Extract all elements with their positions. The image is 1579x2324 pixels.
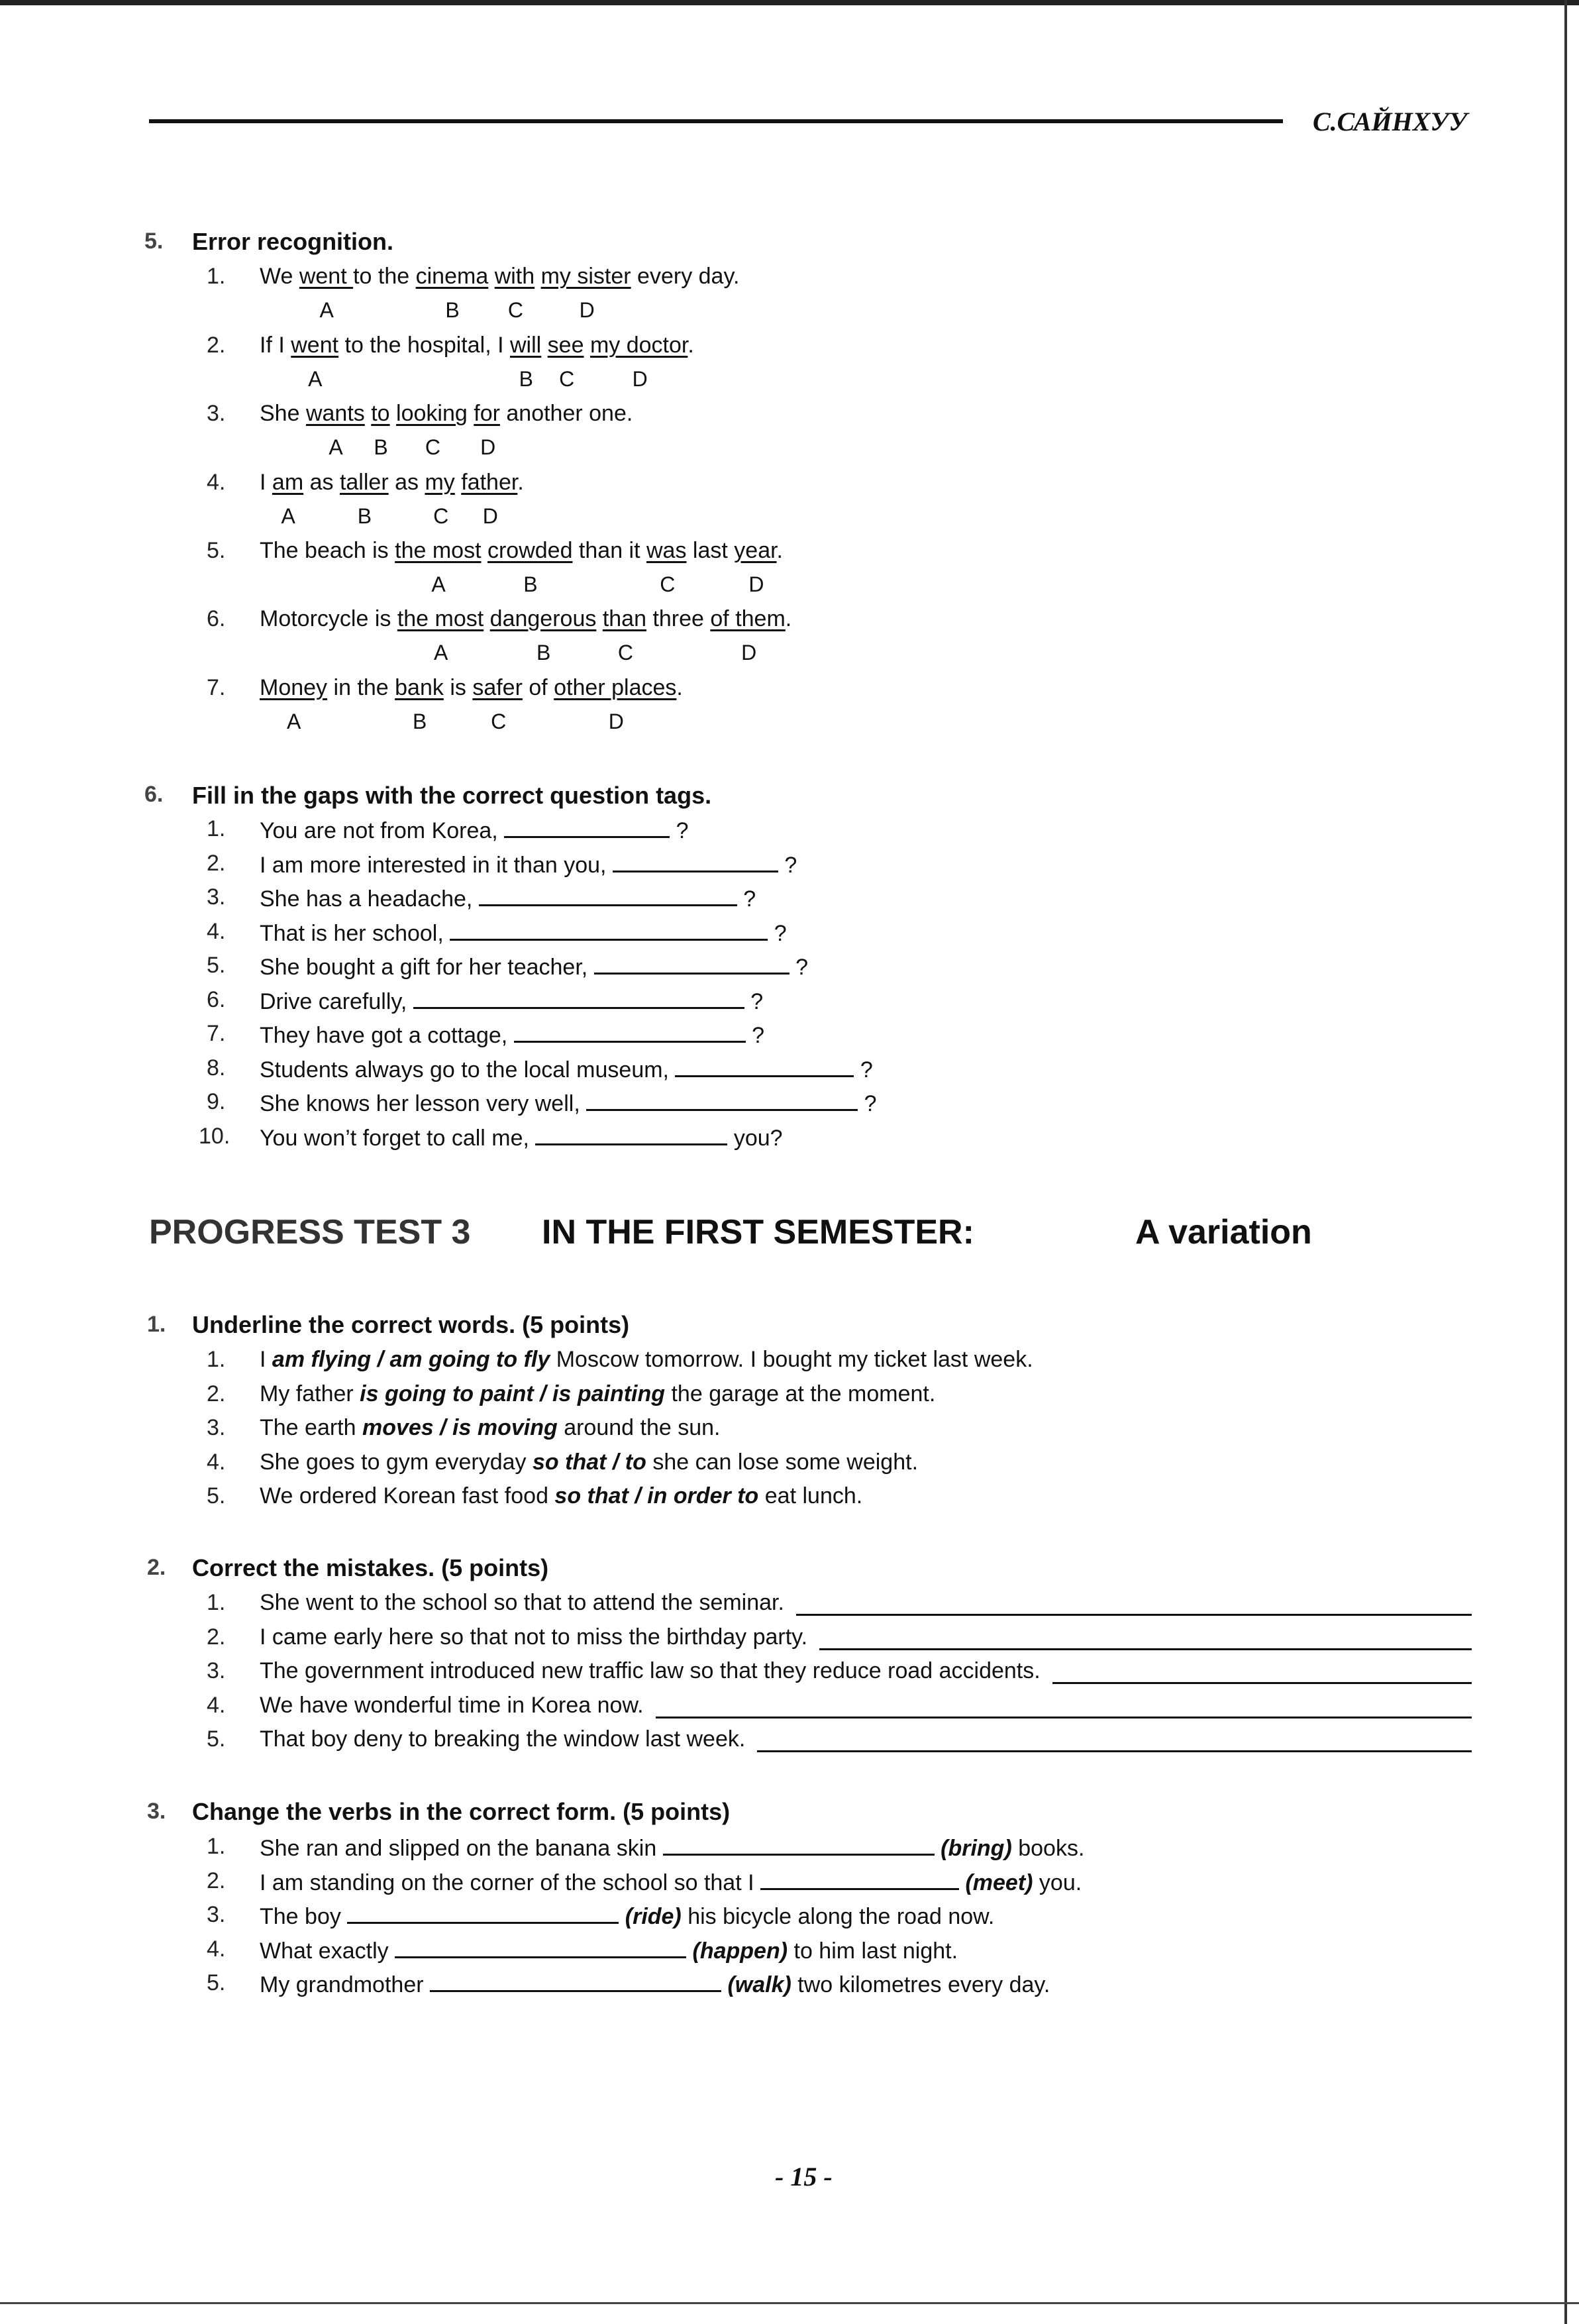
item-number: 4. <box>207 470 226 495</box>
item-post: two kilometres every day. <box>791 1972 1050 1997</box>
item-number: 2. <box>207 333 226 358</box>
scan-edge-top <box>0 0 1579 5</box>
underlined-part: than <box>602 606 646 631</box>
answer-blank[interactable] <box>514 1021 746 1043</box>
item-number: 2. <box>207 1868 226 1893</box>
part1-number: 1. <box>147 1312 166 1337</box>
item-number: 9. <box>207 1089 226 1114</box>
item-number: 1. <box>207 1834 226 1859</box>
answer-blank[interactable] <box>504 816 670 838</box>
option-a: A <box>329 435 343 459</box>
item-post: she can lose some weight. <box>646 1449 919 1475</box>
verb-hint: (meet) <box>959 1870 1033 1895</box>
item-pre: She ran and slipped on the banana skin <box>260 1836 663 1861</box>
item-pre: We ordered Korean fast food <box>260 1483 555 1508</box>
underlined-part: taller <box>339 470 389 495</box>
question-tag-item <box>260 953 808 980</box>
underlined-part: cinema <box>415 264 489 289</box>
item-post: around the sun. <box>557 1415 721 1440</box>
verb-item <box>260 1902 994 1930</box>
options-row <box>260 367 1253 394</box>
question-tag-item <box>260 851 797 878</box>
underlined-part: for <box>474 401 500 426</box>
item-pre: The earth <box>260 1415 362 1440</box>
item-text: Drive carefully, <box>260 988 413 1014</box>
section6-title: Fill in the gaps with the correct question tags. <box>192 782 712 809</box>
item-number: 1. <box>207 1590 226 1615</box>
item-number: 3. <box>207 401 226 426</box>
option-a: A <box>287 710 301 733</box>
mistake-item <box>260 1624 807 1650</box>
choice-options[interactable]: so that / in order to <box>554 1483 759 1508</box>
answer-blank[interactable] <box>594 953 790 975</box>
option-b: B <box>536 641 551 664</box>
options-row <box>260 504 1253 531</box>
item-post: to him last night. <box>788 1938 958 1964</box>
item-end: ? <box>778 852 797 878</box>
item-number: 6. <box>207 986 226 1012</box>
semester-title: IN THE FIRST SEMESTER: <box>542 1213 974 1251</box>
item-pre: My father <box>260 1381 360 1406</box>
underlined-part: bank <box>395 675 444 700</box>
option-d: D <box>748 572 764 596</box>
underlined-part: the most <box>395 538 482 563</box>
options-row <box>260 298 1253 325</box>
item-number: 6. <box>207 606 226 631</box>
item-end: you? <box>727 1125 783 1151</box>
item-text: She knows her lesson very well, <box>260 1091 587 1116</box>
item-text: I am more interested in it than you, <box>260 852 613 878</box>
item-end: ? <box>768 920 787 946</box>
item-number: 5. <box>207 953 226 978</box>
underlined-part: the most <box>397 606 484 631</box>
part2-number: 2. <box>147 1555 166 1580</box>
option-c: C <box>425 435 441 459</box>
mistake-item <box>260 1693 644 1718</box>
answer-blank[interactable] <box>347 1902 619 1924</box>
answer-blank[interactable] <box>450 919 768 941</box>
answer-blank[interactable] <box>395 1936 686 1958</box>
item-post: you. <box>1033 1870 1082 1895</box>
item-number: 3. <box>207 884 226 910</box>
part3-number: 3. <box>147 1799 166 1824</box>
answer-line[interactable] <box>1052 1682 1472 1684</box>
variation-title: A variation <box>1135 1213 1312 1251</box>
question-tag-item <box>260 987 763 1015</box>
option-d: D <box>482 504 498 528</box>
answer-line[interactable] <box>796 1614 1472 1616</box>
progress-test-title: PROGRESS TEST 3 <box>149 1213 471 1251</box>
item-post: eat lunch. <box>758 1483 863 1508</box>
question-tag-item <box>260 1124 783 1151</box>
mistake-item <box>260 1658 1041 1684</box>
option-a: A <box>431 572 446 596</box>
answer-blank[interactable] <box>413 987 744 1009</box>
verb-item <box>260 1970 1050 1998</box>
question-tag-item <box>260 1021 764 1049</box>
underlined-part: father <box>461 470 518 495</box>
underlined-part: was <box>646 538 687 563</box>
options-row <box>260 710 1253 736</box>
underlined-part: Money <box>260 675 328 700</box>
section6-number: 6. <box>144 782 164 807</box>
choice-options[interactable]: so that / to <box>533 1449 646 1475</box>
answer-line[interactable] <box>757 1750 1472 1752</box>
option-a: A <box>281 504 295 528</box>
item-end: ? <box>858 1091 877 1116</box>
item-end: ? <box>737 886 756 912</box>
item-post: the garage at the moment. <box>665 1381 936 1406</box>
item-text: You won’t forget to call me, <box>260 1125 536 1151</box>
option-d: D <box>480 435 496 459</box>
sentence: If I went to the hospital, I will see my doctor. <box>260 333 694 358</box>
item-end: ? <box>789 955 809 980</box>
item-end: ? <box>745 1023 765 1048</box>
answer-line[interactable] <box>819 1648 1472 1650</box>
option-a: A <box>308 367 323 391</box>
sentence: Motorcycle is the most dangerous than three of them. <box>260 606 792 631</box>
question-tag-item <box>260 884 756 912</box>
item-number: 1. <box>207 264 226 289</box>
item-end: ? <box>744 988 764 1014</box>
mistake-item <box>260 1590 784 1616</box>
item-number: 3. <box>207 1415 226 1440</box>
item-text: You are not from Korea, <box>260 818 505 843</box>
answer-blank[interactable] <box>663 1834 935 1856</box>
verb-item <box>260 1868 1082 1896</box>
underlined-part: wants <box>305 401 365 426</box>
item-text: She went to the school so that to attend the seminar. <box>260 1590 784 1615</box>
scan-edge-bottom <box>0 2302 1579 2304</box>
choice-options[interactable]: moves / is moving <box>362 1415 558 1440</box>
item-number: 7. <box>207 1021 226 1046</box>
item-text: We have wonderful time in Korea now. <box>260 1692 644 1718</box>
item-number: 5. <box>207 538 226 563</box>
item-number: 10. <box>199 1123 230 1149</box>
sentence: Money in the bank is safer of other places. <box>260 675 683 700</box>
option-b: B <box>523 572 538 596</box>
option-c: C <box>559 367 575 391</box>
item-number: 4. <box>207 1936 226 1962</box>
option-b: B <box>445 298 460 322</box>
underlined-part: looking <box>396 401 468 426</box>
item-post: books. <box>1011 1836 1085 1861</box>
section5-title: Error recognition. <box>192 228 394 255</box>
underlined-part: am <box>272 470 304 495</box>
answer-line[interactable] <box>656 1717 1472 1718</box>
item-text: She has a headache, <box>260 886 479 912</box>
part3-title: Change the verbs in the correct form. (5 points) <box>192 1798 731 1825</box>
answer-blank[interactable] <box>613 851 778 872</box>
item-text: That is her school, <box>260 920 450 946</box>
option-d: D <box>632 367 648 391</box>
part2-title: Correct the mistakes. (5 points) <box>192 1554 549 1581</box>
item-text: Students always go to the local museum, <box>260 1057 676 1083</box>
underlined-part: dangerous <box>489 606 597 631</box>
option-c: C <box>491 710 507 733</box>
underlined-part: my sister <box>540 264 631 289</box>
item-pre: I <box>260 1347 272 1372</box>
option-c: C <box>507 298 524 322</box>
sentence: The beach is the most crowded than it was last year. <box>260 538 783 563</box>
underlined-part: will <box>510 333 542 358</box>
underline-item <box>260 1347 1033 1373</box>
item-number: 3. <box>207 1658 226 1683</box>
item-number: 2. <box>207 1624 226 1650</box>
question-tag-item <box>260 919 787 947</box>
option-b: B <box>519 367 533 391</box>
sentence: We went to the cinema with my sister every day. <box>260 264 740 289</box>
options-row <box>260 572 1253 599</box>
header-author: С.САЙНХУУ <box>1313 107 1468 136</box>
option-a: A <box>434 641 448 664</box>
item-number: 2. <box>207 1381 226 1406</box>
item-pre: My grandmother <box>260 1972 430 1997</box>
underline-item <box>260 1450 918 1475</box>
item-number: 4. <box>207 1449 226 1475</box>
item-number: 5. <box>207 1970 226 1995</box>
item-number: 8. <box>207 1055 226 1081</box>
verb-item <box>260 1834 1084 1862</box>
underlined-part: of them <box>710 606 786 631</box>
underlined-part: crowded <box>487 538 573 563</box>
item-number: 2. <box>207 850 226 876</box>
item-number: 4. <box>207 918 226 944</box>
item-pre: I am standing on the corner of the school so that I <box>260 1870 761 1895</box>
answer-blank[interactable] <box>760 1868 959 1890</box>
underlined-part: went <box>299 264 354 289</box>
underlined-part: safer <box>472 675 523 700</box>
header-rule <box>149 119 1283 123</box>
underlined-part: other places <box>554 675 677 700</box>
option-c: C <box>660 572 676 596</box>
question-tag-item <box>260 816 689 844</box>
choice-options[interactable]: am flying / am going to fly <box>272 1347 550 1372</box>
item-number: 1. <box>207 816 226 841</box>
underlined-part: went <box>291 333 339 358</box>
scan-edge-right <box>1564 0 1567 2324</box>
item-end: ? <box>854 1057 873 1083</box>
underline-item <box>260 1483 862 1509</box>
item-number: 4. <box>207 1692 226 1718</box>
options-row <box>260 435 1253 462</box>
answer-blank[interactable] <box>675 1055 854 1077</box>
item-number: 1. <box>207 1347 226 1372</box>
answer-blank[interactable] <box>479 884 737 906</box>
item-number: 3. <box>207 1902 226 1927</box>
question-tag-item <box>260 1089 877 1117</box>
sentence: I am as taller as my father. <box>260 470 524 495</box>
item-number: 5. <box>207 1726 226 1752</box>
question-tag-item <box>260 1055 873 1083</box>
item-text: She bought a gift for her teacher, <box>260 955 594 980</box>
underlined-part: see <box>547 333 584 358</box>
part1-title: Underline the correct words. (5 points) <box>192 1311 630 1338</box>
mistake-item <box>260 1726 745 1752</box>
underlined-part: to <box>371 401 390 426</box>
item-post: his bicycle along the road now. <box>681 1904 995 1929</box>
options-row <box>260 641 1253 667</box>
verb-hint: (bring) <box>934 1836 1012 1861</box>
underlined-part: my doctor <box>589 333 688 358</box>
item-post: Moscow tomorrow. I bought my ticket last week. <box>550 1347 1033 1372</box>
item-text: They have got a cottage, <box>260 1023 514 1048</box>
verb-hint: (ride) <box>619 1904 682 1929</box>
item-text: I came early here so that not to miss the birthday party. <box>260 1624 808 1650</box>
underlined-part: my <box>425 470 455 495</box>
option-d: D <box>741 641 757 664</box>
option-b: B <box>357 504 372 528</box>
answer-blank[interactable] <box>586 1089 858 1111</box>
item-text: That boy deny to breaking the window last week. <box>260 1726 746 1752</box>
underlined-part: with <box>494 264 535 289</box>
option-b: B <box>374 435 388 459</box>
verb-hint: (walk) <box>721 1972 791 1997</box>
option-d: D <box>579 298 595 322</box>
underlined-part: year <box>734 538 777 563</box>
option-c: C <box>433 504 449 528</box>
item-number: 5. <box>207 1483 226 1508</box>
item-pre: She goes to gym everyday <box>260 1449 533 1475</box>
underline-item <box>260 1381 935 1407</box>
item-pre: What exactly <box>260 1938 395 1964</box>
item-text: The government introduced new traffic law so that they reduce road accidents. <box>260 1658 1041 1683</box>
option-c: C <box>617 641 634 664</box>
option-d: D <box>608 710 624 733</box>
section5-number: 5. <box>144 229 164 254</box>
underline-item <box>260 1415 721 1441</box>
verb-item <box>260 1936 958 1964</box>
sentence: She wants to looking for another one. <box>260 401 633 426</box>
choice-options[interactable]: is going to paint / is painting <box>360 1381 666 1406</box>
item-pre: The boy <box>260 1904 348 1929</box>
verb-hint: (happen) <box>686 1938 788 1964</box>
item-number: 7. <box>207 675 226 700</box>
answer-blank[interactable] <box>535 1124 727 1145</box>
answer-blank[interactable] <box>430 1970 721 1992</box>
option-a: A <box>319 298 334 322</box>
option-b: B <box>413 710 427 733</box>
item-end: ? <box>670 818 689 843</box>
page-number: - 15 - <box>775 2162 833 2192</box>
